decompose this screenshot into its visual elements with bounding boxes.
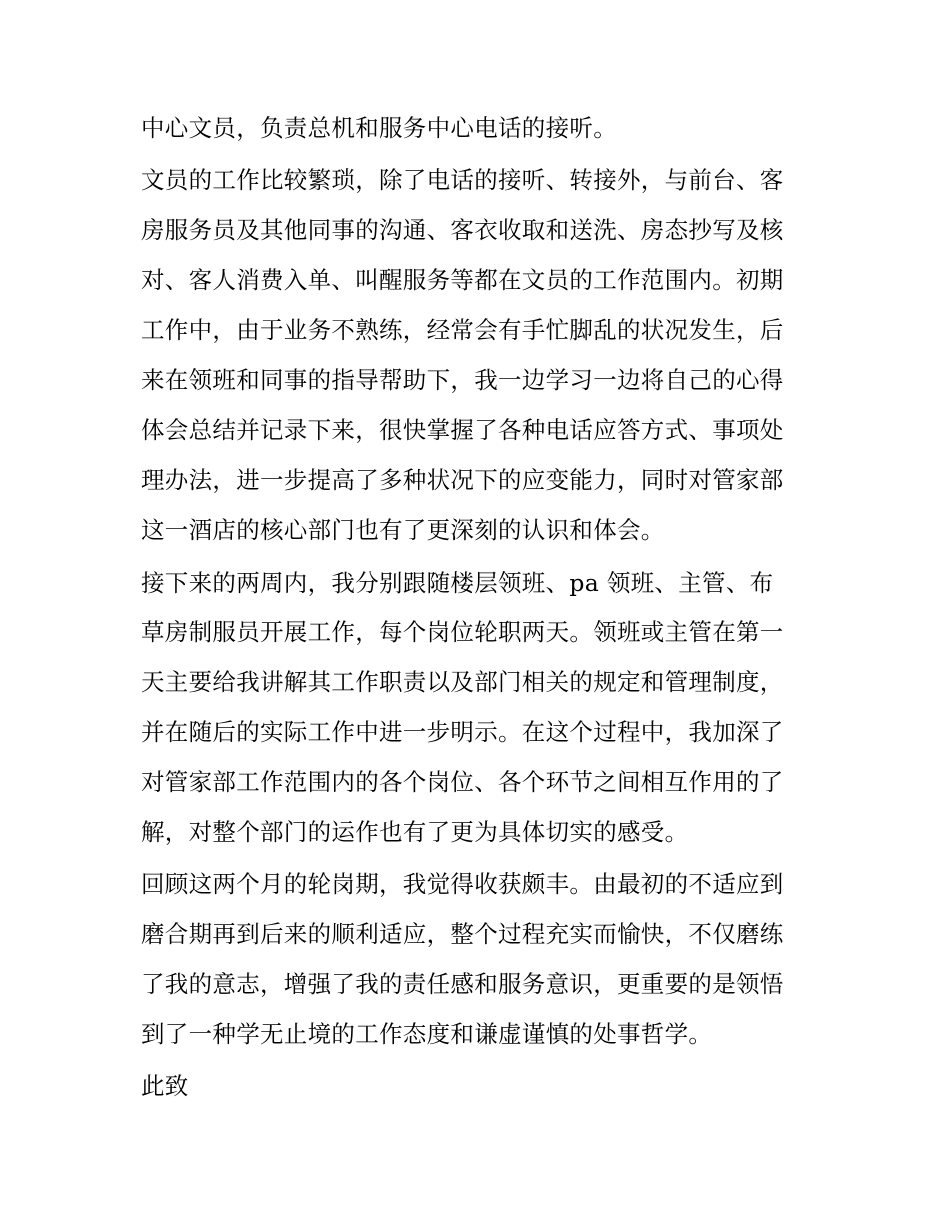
text-line: 对、客人消费入单、叫醒服务等都在文员的工作范围内。初期	[141, 266, 784, 294]
text-line: 接下来的两周内，我分别跟随楼层领班、pa 领班、主管、布	[141, 569, 774, 597]
text-line: 到了一种学无止境的工作态度和谦虚谨慎的处事哲学。	[141, 1020, 713, 1048]
text-line: 了我的意志，增强了我的责任感和服务意识，更重要的是领悟	[141, 970, 784, 998]
text-line: 文员的工作比较繁琐，除了电话的接听、转接外，与前台、客	[141, 166, 784, 194]
text-line: 草房制服员开展工作，每个岗位轮职两天。领班或主管在第一	[141, 618, 784, 646]
text-line: 来在领班和同事的指导帮助下，我一边学习一边将自己的心得	[141, 366, 784, 394]
closing-salutation: 此致	[141, 1072, 189, 1100]
text-line: 这一酒店的核心部门也有了更深刻的认识和体会。	[141, 516, 665, 544]
text-line: 回顾这两个月的轮岗期，我觉得收获颇丰。由最初的不适应到	[141, 870, 784, 898]
text-line: 磨合期再到后来的顺利适应，整个过程充实而愉快，不仅磨练	[141, 920, 784, 948]
text-line: 天主要给我讲解其工作职责以及部门相关的规定和管理制度，	[141, 668, 784, 696]
text-line: 对管家部工作范围内的各个岗位、各个环节之间相互作用的了	[141, 768, 784, 796]
text-line: 中心文员，负责总机和服务中心电话的接听。	[141, 114, 617, 142]
text-line: 体会总结并记录下来，很快掌握了各种电话应答方式、事项处	[141, 416, 784, 444]
text-line: 房服务员及其他同事的沟通、客衣收取和送洗、房态抄写及核	[141, 216, 784, 244]
text-line: 理办法，进一步提高了多种状况下的应变能力，同时对管家部	[141, 466, 784, 494]
text-line: 解，对整个部门的运作也有了更为具体切实的感受。	[141, 818, 689, 846]
text-line: 并在随后的实际工作中进一步明示。在这个过程中，我加深了	[141, 718, 784, 746]
text-line: 工作中，由于业务不熟练，经常会有手忙脚乱的状况发生，后	[141, 316, 784, 344]
